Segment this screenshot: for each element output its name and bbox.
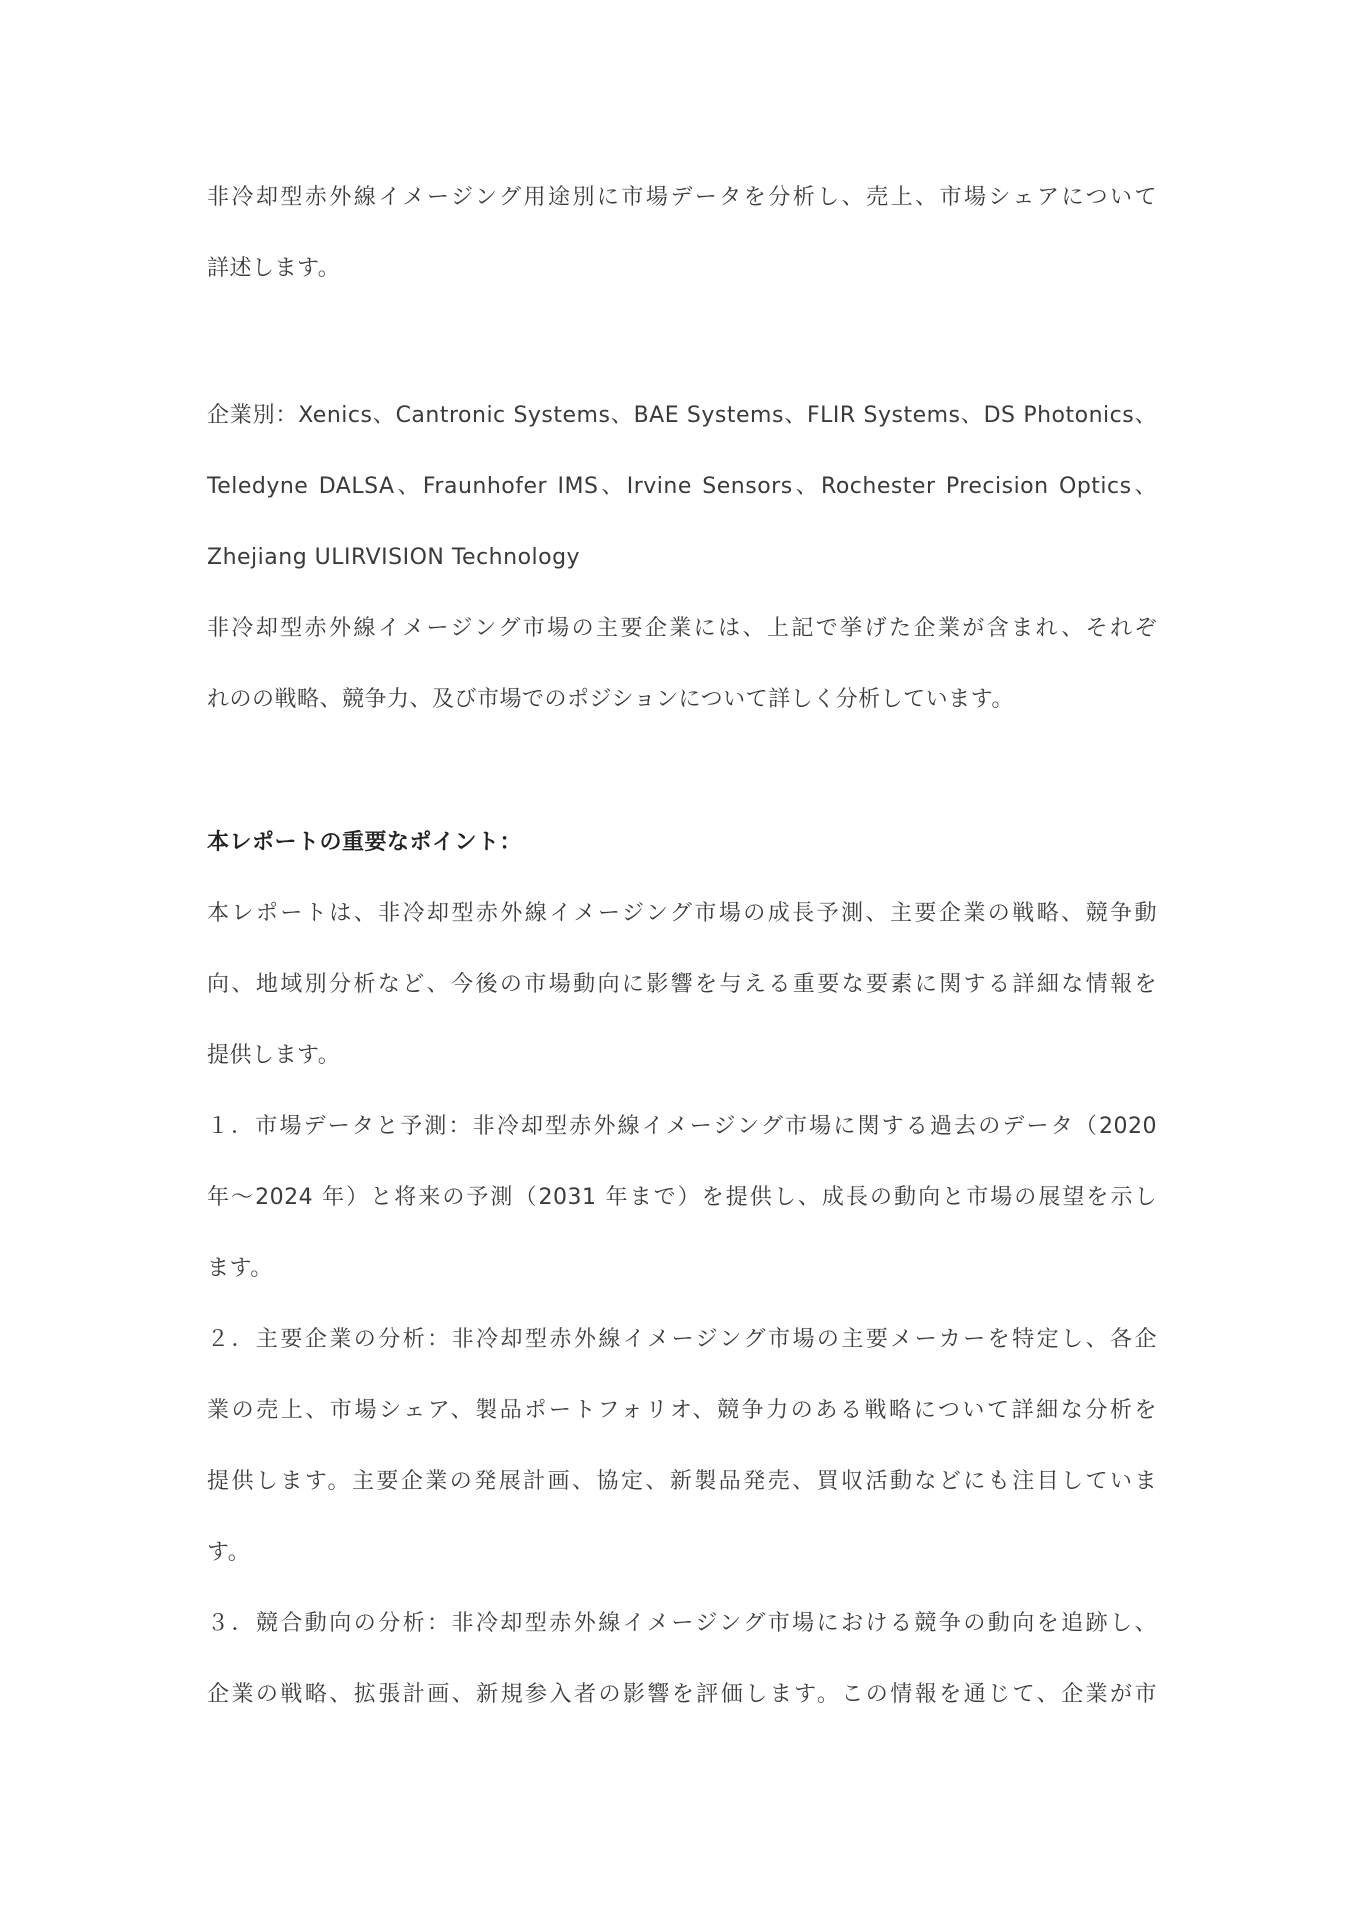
key-points-line-3: 提供します。: [207, 1043, 341, 1068]
key-points-line-7: ２．主要企業の分析：非冷却型赤外線イメージング市場の主要メーカーを特定し、各企: [207, 1327, 1157, 1352]
key-points-line-6: ます。: [207, 1256, 273, 1281]
key-points-heading: 本レポートの重要なポイント：: [207, 830, 523, 855]
key-points-line-5: 年～2024 年）と将来の予測（2031 年まで）を提供し、成長の動向と市場の展望を示し: [207, 1185, 1157, 1210]
key-points-section: [207, 807, 1157, 1730]
key-points-line-12: 企業の戦略、拡張計画、新規参入者の影響を評価します。この情報を通じて、企業が市: [207, 1682, 1157, 1707]
companies-line-5: れのの戦略、競争力、及び市場でのポジションについて詳しく分析しています。: [207, 687, 1014, 712]
companies-paragraph: [207, 380, 1157, 735]
intro-paragraph: [207, 162, 1157, 304]
key-points-line-11: ３．競合動向の分析：非冷却型赤外線イメージング市場における競争の動向を追跡し、: [207, 1611, 1157, 1636]
key-points-line-10: す。: [207, 1540, 251, 1565]
companies-line-1: 企業別：Xenics、Cantronic Systems、BAE Systems、FLIR Systems、DS Photonics、: [207, 403, 1157, 428]
key-points-line-4: １．市場データと予測：非冷却型赤外線イメージング市場に関する過去のデータ（2020: [207, 1114, 1157, 1139]
key-points-line-8: 業の売上、市場シェア、製品ポートフォリオ、競争力のある戦略について詳細な分析を: [207, 1398, 1157, 1423]
companies-line-4: 非冷却型赤外線イメージング市場の主要企業には、上記で挙げた企業が含まれ、それぞ: [207, 616, 1157, 641]
key-points-line-1: 本レポートは、非冷却型赤外線イメージング市場の成長予測、主要企業の戦略、競争動: [207, 901, 1157, 926]
key-points-line-9: 提供します。主要企業の発展計画、協定、新製品発売、買収活動などにも注目していま: [207, 1469, 1157, 1494]
intro-line-1: 非冷却型赤外線イメージング用途別に市場データを分析し、売上、市場シェアについて: [207, 185, 1157, 210]
intro-line-2: 詳述します。: [207, 256, 341, 281]
key-points-line-2: 向、地域別分析など、今後の市場動向に影響を与える重要な要素に関する詳細な情報を: [207, 972, 1157, 997]
companies-line-3: Zhejiang ULIRVISION Technology: [207, 545, 581, 570]
companies-line-2: Teledyne DALSA、Fraunhofer IMS、Irvine Sensors、Rochester Precision Optics、: [207, 474, 1157, 499]
